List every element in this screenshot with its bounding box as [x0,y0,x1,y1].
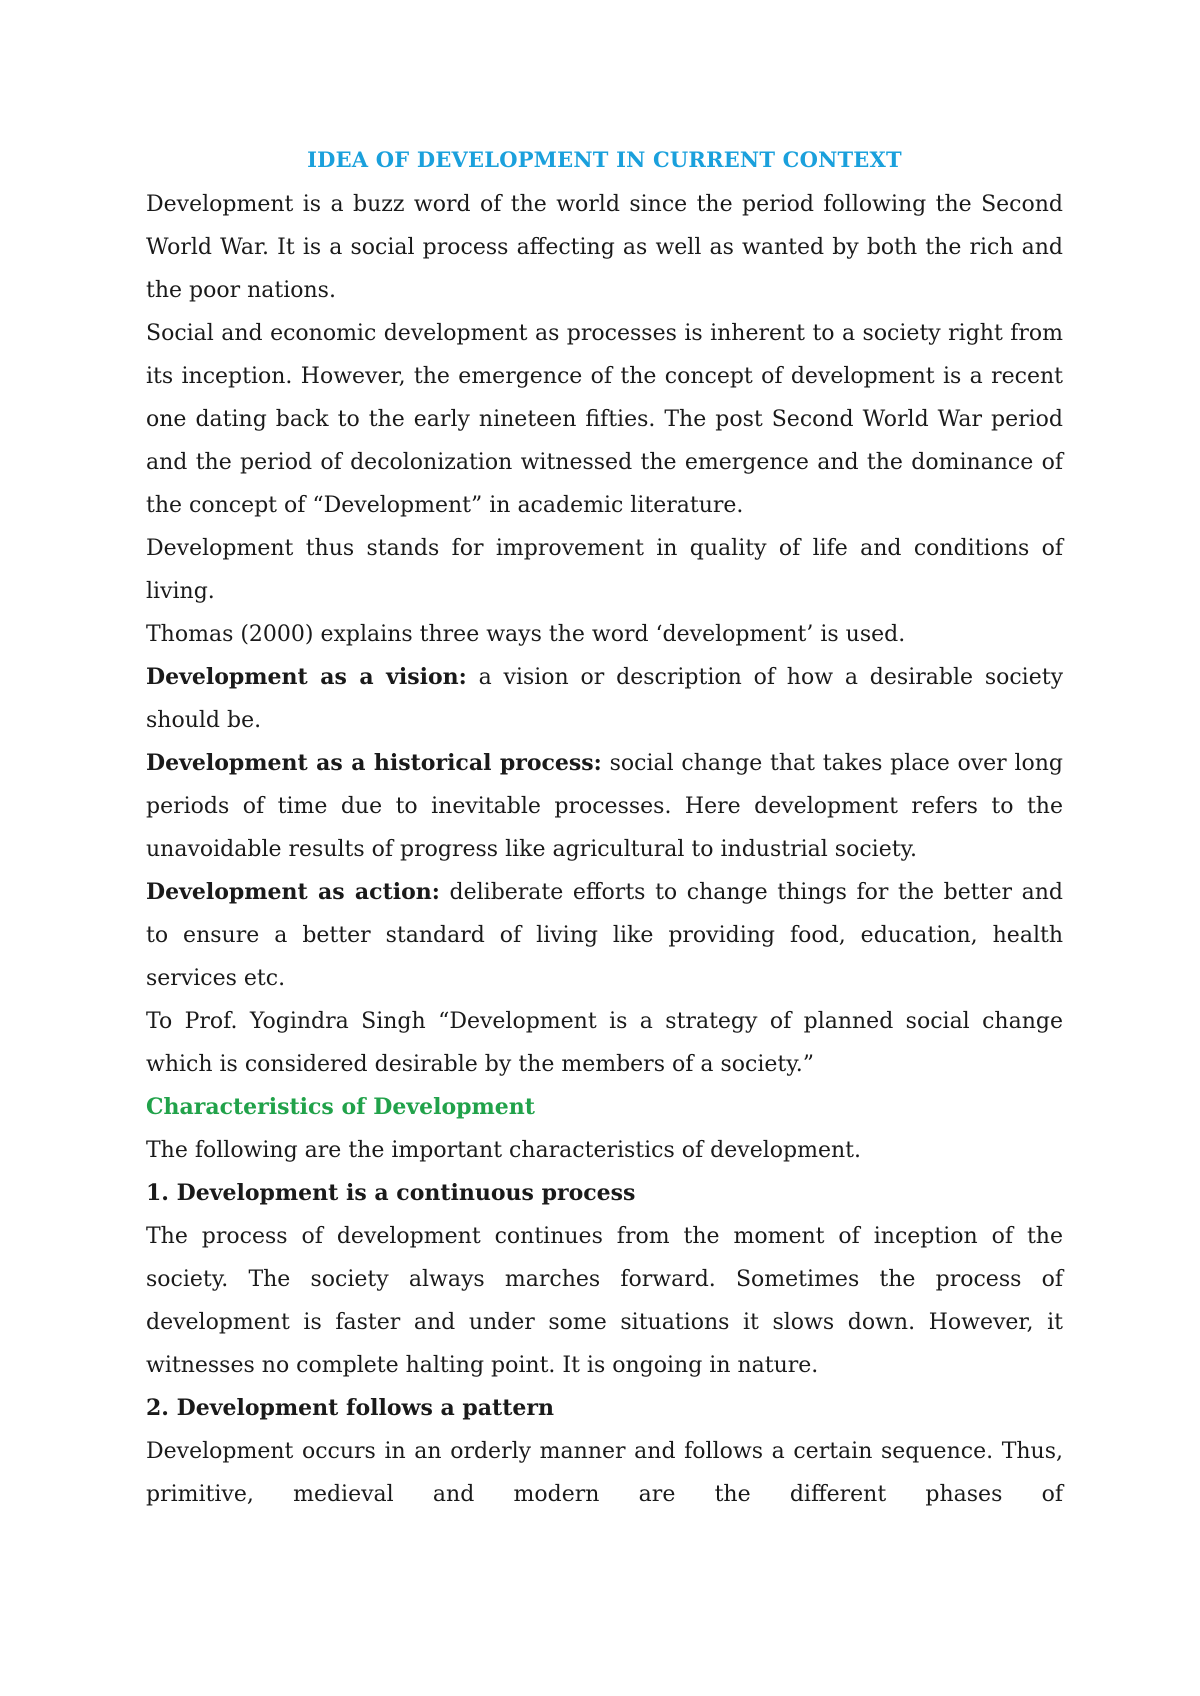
document-title: IDEA OF DEVELOPMENT IN CURRENT CONTEXT [307,147,902,172]
item1-heading: 1. Development is a continuous process [146,1180,636,1206]
paragraph-improvement: Development thus stands for improvement in quality of life and conditions of living. [146,536,1063,604]
paragraph-yogindra-singh: To Prof. Yogindra Singh “Development is a strategy of planned social change which is considered desirable by the members of a society.” [146,1009,1063,1077]
action-text: deliberate efforts to change things for the better and to ensure a better standard of living like providing food, education, health services etc. [146,880,1063,991]
paragraph-social-economic: Social and economic development as processes is inherent to a society right from its inception. However, the emergence of the concept of development is a recent one dating back to the early nineteen fifties. The post Second World War period and the period of decolonization witnessed the emergence and the dominance of the concept of “Development” in academic literature. [146,321,1063,518]
paragraph-thomas: Thomas (2000) explains three ways the word ‘development’ is used. [146,622,906,647]
vision-text: a vision or description of how a desirable society should be. [146,665,1064,733]
characteristics-intro: The following are the important characteristics of development. [146,1138,861,1163]
vision-label: Development as a vision: [146,664,467,690]
item1-text: The process of development continues from the moment of inception of the society. The society always marches forward. Sometimes the process of development is faster and under some situations it slows down. However, it witnesses no complete halting point. It is ongoing in nature. [146,1224,1063,1378]
item2-heading: 2. Development follows a pattern [146,1395,554,1421]
item2-text: Development occurs in an orderly manner and follows a certain sequence. Thus, primitive, medieval and modern are the different phases of [146,1439,1063,1507]
paragraph-intro: Development is a buzz word of the world since the period following the Second World War. It is a social process affecting as well as wanted by both the rich and the poor nations. [146,192,1063,303]
action-label: Development as action: [146,879,440,905]
paragraph-action [146,871,1063,1000]
historical-text: social change that takes place over long periods of time due to inevitable processes. Here development refers to the unavoidable results of progress like agricultural to industrial society. [146,751,1064,862]
paragraph-vision [146,656,1063,742]
historical-label: Development as a historical process: [146,750,602,776]
paragraph-historical [146,742,1063,871]
characteristics-heading: Characteristics of Development [146,1094,535,1120]
